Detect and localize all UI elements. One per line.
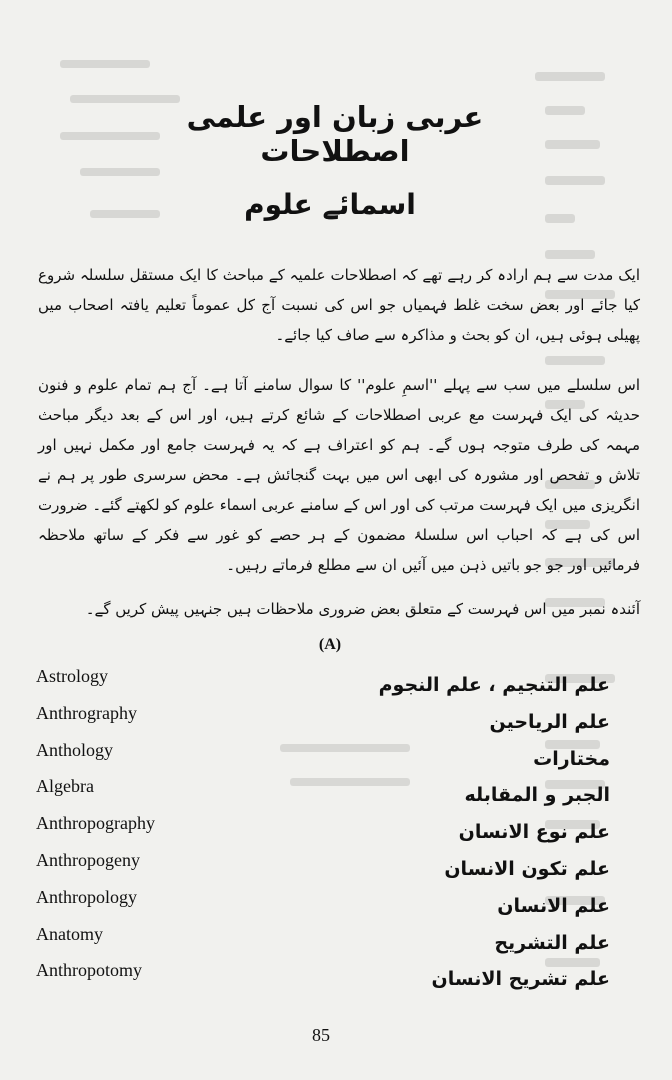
term-arabic: علم الانسان bbox=[497, 894, 610, 917]
term-english: Anthropotomy bbox=[36, 960, 142, 981]
term-row bbox=[0, 850, 672, 887]
term-arabic: علم نوع الانسان bbox=[458, 821, 610, 844]
term-list bbox=[0, 666, 672, 997]
term-english: Algebra bbox=[36, 776, 94, 797]
term-arabic: علم تشریح الانسان bbox=[431, 968, 610, 991]
term-english: Anatomy bbox=[36, 923, 103, 944]
term-english: Astrology bbox=[36, 666, 108, 686]
term-row bbox=[0, 666, 672, 703]
term-arabic: مختارات bbox=[533, 747, 610, 770]
term-english: Anthropology bbox=[36, 886, 137, 907]
term-row bbox=[0, 887, 672, 924]
closing-paragraph: آئندہ نمبر میں اس فہرست کے متعلق بعض ضروری ملاحظات ہیں جنہیں پیش کریں گے۔ bbox=[85, 600, 640, 618]
term-arabic: علم التنجیم ، علم النجوم bbox=[378, 674, 610, 696]
term-row bbox=[0, 813, 672, 850]
intro-paragraph: ایک مدت سے ہم ارادہ کر رہے تھے کہ اصطلاحات علمیہ کے مباحث کا ایک مستقل سلسلہ شروع کیا جائے اور بعض سخت غلط فہمیاں جو اس کی نسبت آج کل عموماً تعلیم یافتہ اصحاب میں پھیلی ہوئی ہیں، ان کو بحث و مذاکرہ سے صاف کیا جائے۔ bbox=[38, 266, 640, 344]
term-arabic: علم تکون الانسان bbox=[444, 857, 610, 880]
term-row bbox=[0, 703, 672, 740]
term-arabic: علم التشریح bbox=[494, 931, 610, 954]
body-paragraph: اس سلسلے میں سب سے پہلے ''اسمِ علوم'' کا سوال سامنے آتا ہے۔ آج ہم تمام علوم و فنون حدیثہ کی ایک فہرست مع عربی اصطلاحات کے شائع کرتے ہیں، اور اس کے بعد دیگر مباحث مہمہ کی طرف متوجہ ہوں گے۔ ہم کو اعتراف ہے کہ یہ فہرست جامع اور مکمل نہیں اور تلاش و تفحص اور مشورہ کی ابھی اس میں بہت گنجائش ہے۔ محض سرسری طور پر ہم نے انگریزی میں ایک فہرست مرتب کی اور اس کے سامنے عربی اسماء علوم کو لکھتے گئے۔ ضرورت اس کی ہے کہ احباب اس سلسلۂ مضمون کے ہر حصے کو غور سے فکر کے ساتھ ملاحظہ فرمائیں اور جو جو باتیں ذہن میں آئیں ان سے مطلع فرماتے رہیں۔ bbox=[38, 376, 640, 574]
term-row bbox=[0, 740, 672, 777]
page-number: 85 bbox=[312, 1025, 330, 1045]
term-english: Anthropography bbox=[36, 813, 155, 834]
term-english: Anthology bbox=[36, 739, 114, 760]
page-subtitle: اسمائے علوم bbox=[244, 188, 416, 221]
term-english: Anthrography bbox=[36, 702, 137, 723]
term-english: Anthropogeny bbox=[36, 849, 140, 870]
term-row bbox=[0, 960, 672, 997]
term-row bbox=[0, 924, 672, 961]
section-label: (A) bbox=[318, 636, 342, 653]
term-arabic: الجبر و المقابله bbox=[464, 784, 610, 807]
page-title: عربی زبان اور علمی اصطلاحات bbox=[186, 100, 484, 168]
term-row bbox=[0, 776, 672, 813]
term-arabic: علم الریاحین bbox=[489, 710, 610, 733]
